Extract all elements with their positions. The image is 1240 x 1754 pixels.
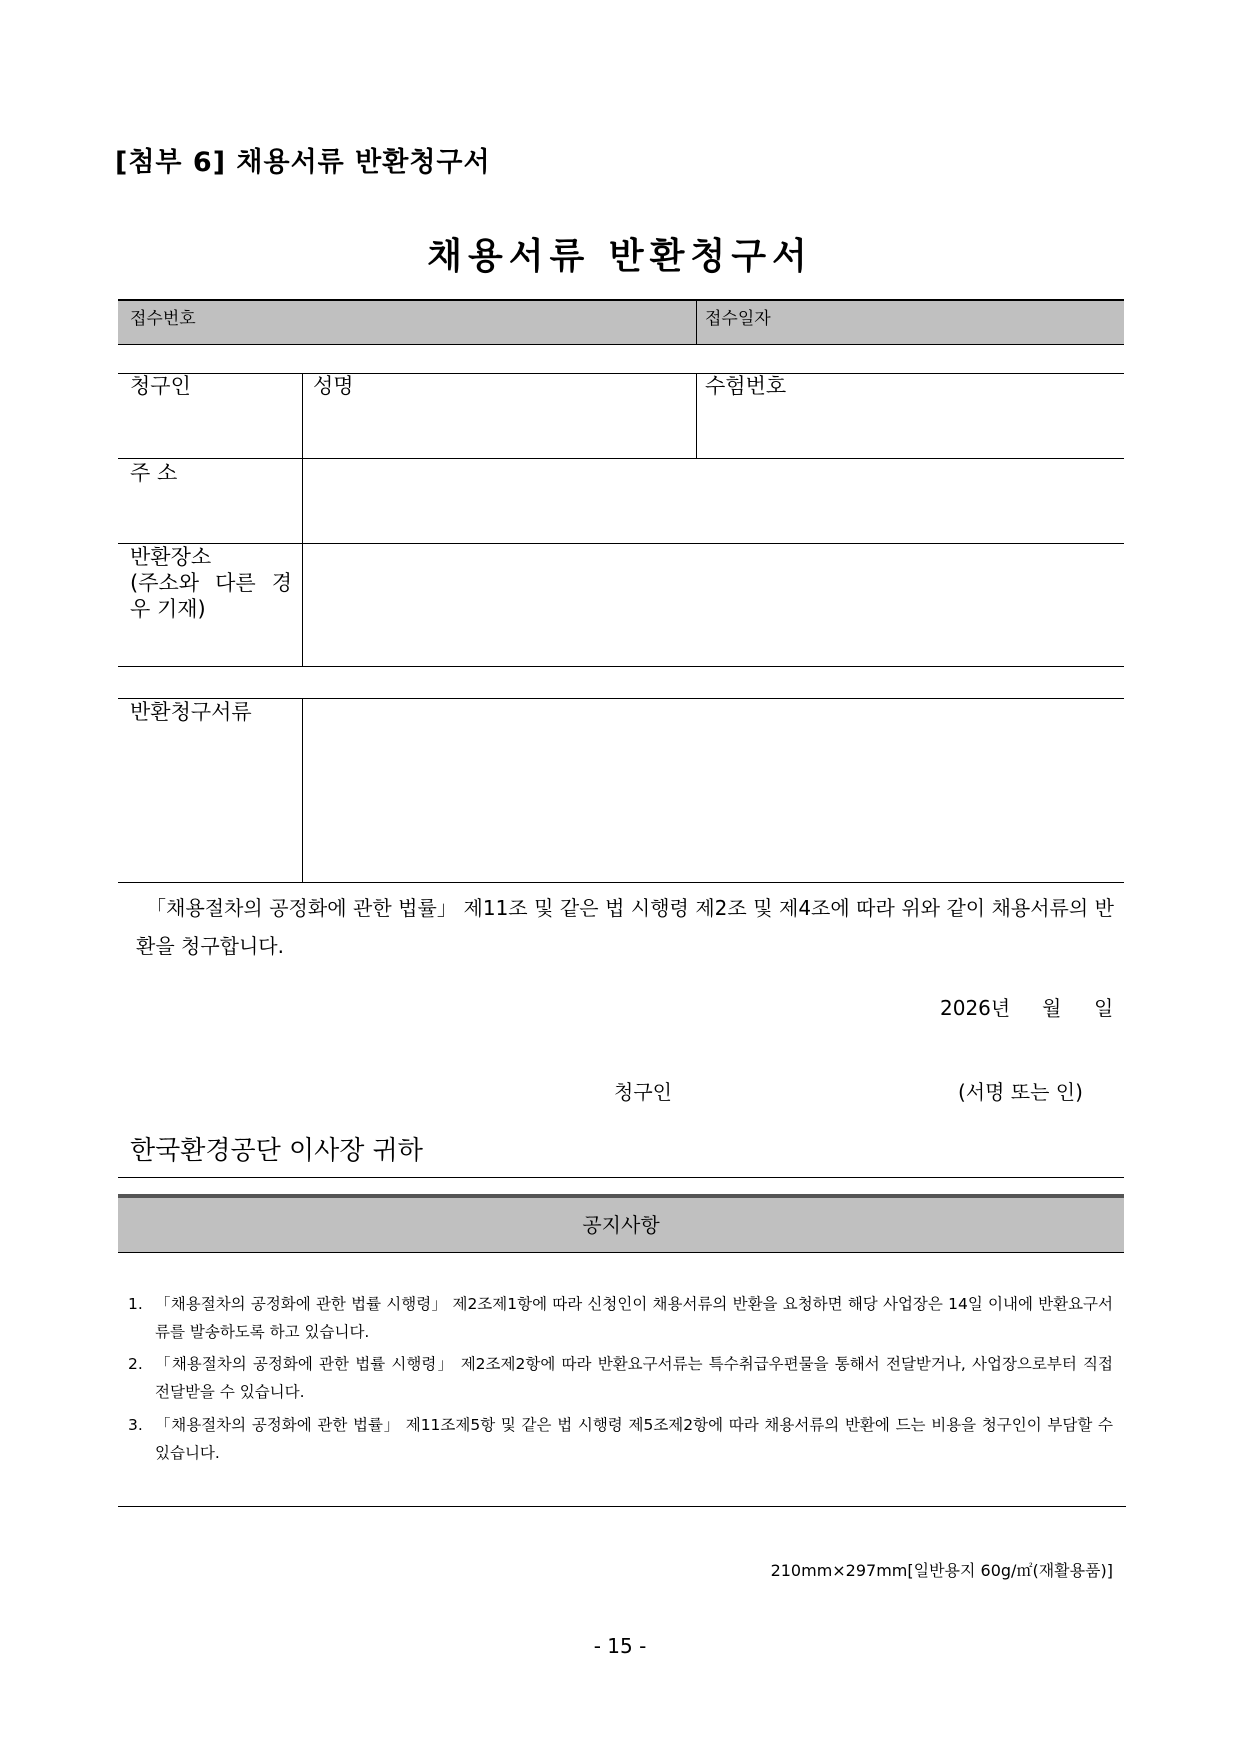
receipt-number-label: 접수번호 [130,309,196,329]
statement-text: 「채용절차의 공정화에 관한 법률」 제11조 및 같은 법 시행령 제2조 및 제4조에 따라 위와 같이 채용서류의 반환을 청구합니다. [136,896,1114,958]
notice-item-text: 「채용절차의 공정화에 관한 법률 시행령」 제2조제2항에 따라 반환요구서류는 특수취급우편물을 통해서 전달받거나, 사업장으로부터 직접 전달받을 수 있습니다. [155,1355,1113,1401]
receipt-number-field[interactable] [300,302,680,340]
notice-item-text: 「채용절차의 공정화에 관한 법률 시행령」 제2조제1항에 따라 신청인이 채용서류의 반환을 요청하면 해당 사업장은 14일 이내에 반환요구서류를 발송하도록 하고 있습니다. [155,1295,1113,1341]
address-label: 주 소 [130,461,178,485]
notice-item-num: 2. [128,1355,143,1373]
name-field[interactable] [320,405,680,453]
exam-number-label: 수험번호 [705,374,787,398]
exam-number-field[interactable] [712,405,1112,453]
claimant-section-label: 청구인 [130,374,191,398]
page-number: - 15 - [593,1634,647,1658]
return-place-label: 반환장소 [130,545,212,569]
return-place-note: (주소와 다른 경우 기재) [130,571,292,621]
recipient: 한국환경공단 이사장 귀하 [130,1136,423,1166]
signature-note: (서명 또는 인) [958,1080,1083,1104]
paper-spec: 210mm×297mm[일반용지 60g/㎡(재활용품)] [770,1561,1113,1580]
documents-label: 반환청구서류 [130,700,252,724]
attachment-title: [첨부 6] 채용서류 반환청구서 [115,147,491,178]
notice-item-text: 「채용절차의 공정화에 관한 법률」 제11조제5항 및 같은 법 시행령 제5조제2항에 따라 채용서류의 반환에 드는 비용을 청구인이 부담할 수 있습니다. [155,1416,1113,1462]
return-place-field[interactable] [310,547,1120,663]
receipt-date-label: 접수일자 [705,309,771,329]
date-day: 일 [1094,996,1114,1020]
notice-item-num: 1. [128,1295,143,1313]
signature-label: 청구인 [614,1080,672,1104]
notice-item-num: 3. [128,1416,143,1434]
name-label: 성명 [313,374,354,398]
address-field[interactable] [310,462,1120,540]
form-title: 채용서류 반환청구서 [427,236,813,277]
date-month: 월 [1042,996,1062,1020]
date-year: 2026년 [940,996,1011,1020]
documents-field[interactable] [310,702,1120,878]
notice-title: 공지사항 [582,1213,660,1237]
receipt-date-field[interactable] [800,302,1110,340]
